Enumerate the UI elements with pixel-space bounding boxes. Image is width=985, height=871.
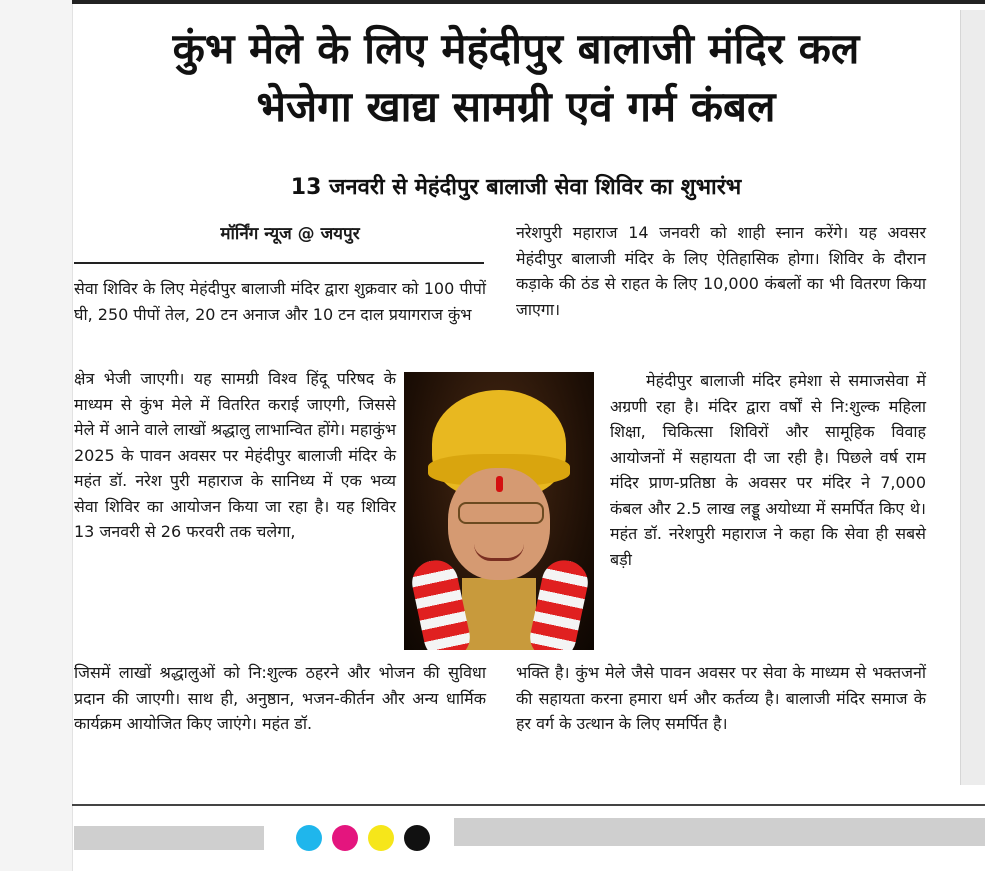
registration-dot-yellow — [368, 825, 394, 851]
column2-paragraph-wrap: मेहंदीपुर बालाजी मंदिर हमेशा से समाजसेवा में अग्रणी रहा है। मंदिर द्वारा वर्षों से नि:शुल्क महिला शिक्षा, चिकित्सा शिविरों और सामूहिक विवाह आयोजनों में सहायता दी जा रही है। पिछले वर्ष राम मंदिर प्राण-प्रतिष्ठा के अवसर पर मंदिर ने 7,000 कंबल और 2.5 लाख लड्डू अयोध्या में समर्पित किए थे। महंत डॉ. नरेशपुरी महाराज ने कहा कि सेवा ही सबसे बड़ी — [610, 371, 926, 569]
byline: मॉर्निंग न्यूज @ जयपुर — [220, 224, 360, 244]
glasses-shape — [458, 502, 544, 524]
registration-dot-cyan — [296, 825, 322, 851]
column1-paragraph-wrap: क्षेत्र भेजी जाएगी। यह सामग्री विश्व हिंदू परिषद के माध्यम से कुंभ मेले में वितरित कराई जाएगी, जिससे मेले में आने वाले लाखों श्रद्धालु लाभान्वित होंगे। महाकुंभ 2025 के पावन अवसर पर मेहंदीपुर बालाजी मंदिर के महंत डॉ. नरेश पुरी महाराज के सानिध्य में एक भव्य सेवा शिविर का आयोजन किया जा रहा है। यह शिविर 13 जनवरी से 26 फरवरी तक चलेगा, — [74, 369, 396, 541]
top-rule — [72, 0, 985, 4]
column2-paragraph-bottom: भक्ति है। कुंभ मेले जैसे पावन अवसर पर सेवा के माध्यम से भक्तजनों की सहायता करना हमारा धर्म और कर्तव्य है। बालाजी मंदिर समाज के हर वर्ग के उत्थान के लिए समर्पित है। — [516, 663, 926, 733]
mahant-portrait-photo — [404, 372, 594, 650]
column1-paragraph-top: सेवा शिविर के लिए मेहंदीपुर बालाजी मंदिर द्वारा शुक्रवार को 100 पीपों घी, 250 पीपों तेल, 20 टन अनाज और 10 टन दाल प्रयागराज कुंभ — [74, 279, 486, 324]
column1-paragraph-bottom: जिसमें लाखों श्रद्धालुओं को नि:शुल्क ठहरने और भोजन की सुविधा प्रदान की जाएगी। साथ ही, अनुष्ठान, भजन-कीर्तन और अन्य धार्मिक कार्यक्रम आयोजित किए जाएंगे। महंत डॉ. — [74, 663, 486, 733]
registration-dot-magenta — [332, 825, 358, 851]
bottom-rule — [72, 804, 985, 806]
tilak-mark — [496, 476, 503, 492]
print-bar-left — [74, 826, 264, 850]
byline-rule — [74, 262, 484, 264]
registration-dot-black — [404, 825, 430, 851]
subheadline: 13 जनवरी से मेहंदीपुर बालाजी सेवा शिविर का शुभारंभ — [290, 175, 742, 200]
print-bar-right — [454, 818, 985, 846]
garland-right — [526, 556, 592, 650]
column2-paragraph-top: नरेशपुरी महाराज 14 जनवरी को शाही स्नान करेंगे। यह अवसर मेहंदीपुर बालाजी मंदिर के लिए ऐतिहासिक होगा। शिविर के दौरान कड़ाके की ठंड से राहत के लिए 10,000 कंबलों का भी वितरण किया जाएगा। — [516, 223, 926, 319]
page-left-margin — [0, 0, 73, 871]
adjacent-column-strip — [960, 10, 985, 785]
headline — [76, 20, 956, 136]
headline-line-1: कुंभ मेले के लिए मेहंदीपुर बालाजी मंदिर कल — [172, 24, 860, 73]
shirt-shape — [462, 578, 536, 650]
headline-line-2: भेजेगा खाद्य सामग्री एवं गर्म कंबल — [256, 82, 776, 131]
